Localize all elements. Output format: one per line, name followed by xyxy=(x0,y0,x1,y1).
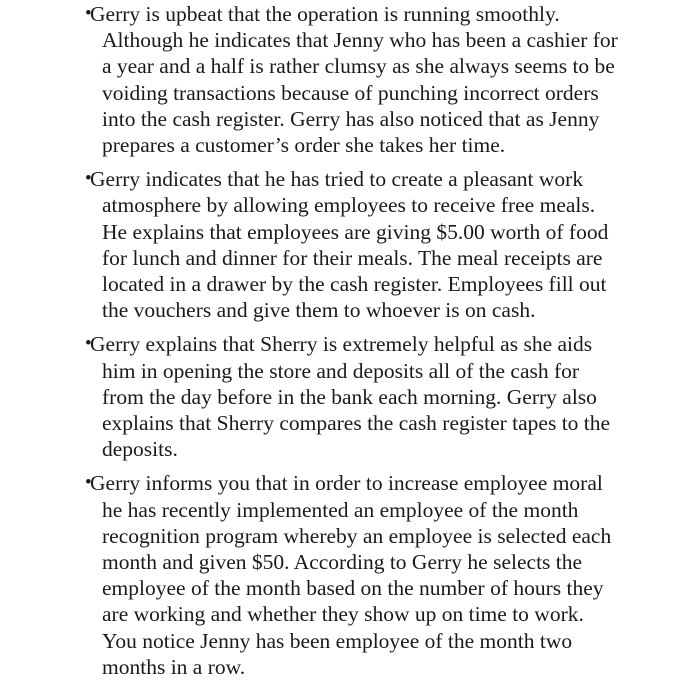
bullet-text-line: for lunch and dinner for their meals. The meal receipts are xyxy=(102,245,603,270)
bullet-text-line: he has recently implemented an employee of the month xyxy=(102,497,579,522)
bullet-text-line: months in a row. xyxy=(102,654,246,679)
bullet-text-line: him in opening the store and deposits all of the cash for xyxy=(102,358,580,383)
bullet-text-line: recognition program whereby an employee is selected each xyxy=(102,523,612,548)
bullet-text-line: into the cash register. Gerry has also noticed that as Jenny xyxy=(102,106,600,131)
bullet-marker: • xyxy=(85,333,92,355)
bullet-list xyxy=(80,1,680,688)
bullet-item-sherry-deposits xyxy=(80,331,680,462)
bullet-item-employee-of-month xyxy=(80,470,680,680)
bullet-marker: • xyxy=(85,168,92,190)
bullet-text-line: Gerry indicates that he has tried to create a pleasant work xyxy=(90,167,584,192)
bullet-text-line: month and given $50. According to Gerry he selects the xyxy=(102,550,583,575)
bullet-text-line: Although he indicates that Jenny who has been a cashier for xyxy=(102,28,618,53)
bullet-marker: • xyxy=(85,3,92,24)
bullet-text-line: You notice Jenny has been employee of the month two xyxy=(102,628,573,653)
bullet-text-line: Gerry explains that Sherry is extremely helpful as she aids xyxy=(90,332,593,357)
bullet-text-line: located in a drawer by the cash register. Employees fill out xyxy=(102,272,607,297)
bullet-text-line: He explains that employees are giving $5.00 worth of food xyxy=(102,219,609,244)
bullet-item-free-meals xyxy=(80,166,680,323)
bullet-marker: • xyxy=(85,472,92,494)
bullet-text-line: Gerry informs you that in order to increase employee moral xyxy=(90,471,603,496)
bullet-text-line: the vouchers and give them to whoever is on cash. xyxy=(102,298,536,323)
bullet-text-line: prepares a customer’s order she takes her time. xyxy=(102,133,506,158)
bullet-text-line: from the day before in the bank each morning. Gerry also xyxy=(102,384,597,409)
bullet-text-line: are working and whether they show up on time to work. xyxy=(102,602,584,627)
bullet-text-line: voiding transactions because of punching incorrect orders xyxy=(102,80,599,105)
bullet-text-line: atmosphere by allowing employees to receive free meals. xyxy=(102,193,596,218)
bullet-item-operation xyxy=(80,1,680,158)
bullet-text-line: Gerry is upbeat that the operation is running smoothly. xyxy=(90,2,560,26)
bullet-text-line: a year and a half is rather clumsy as she always seems to be xyxy=(102,54,615,79)
bullet-text-line: employee of the month based on the number of hours they xyxy=(102,576,604,601)
bullet-text-line: deposits. xyxy=(102,437,178,462)
bullet-text-line: explains that Sherry compares the cash register tapes to the xyxy=(102,411,611,436)
